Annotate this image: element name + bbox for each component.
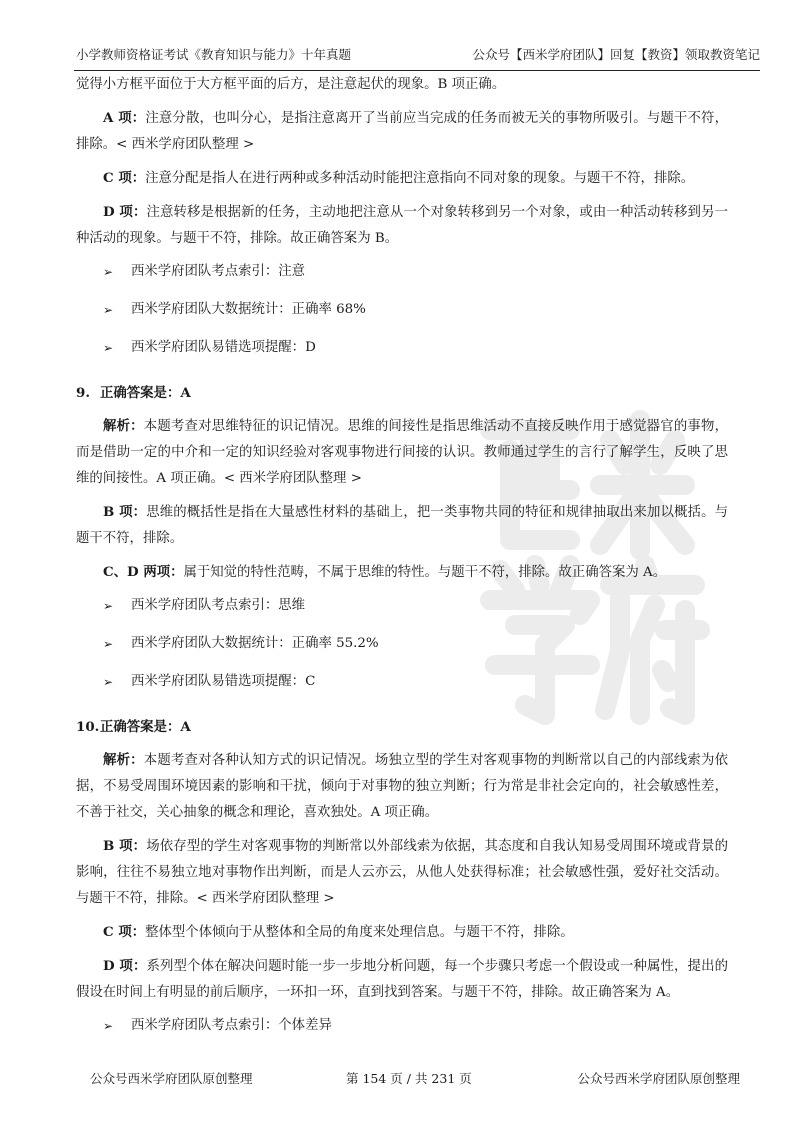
bullet-text: 西米学府团队考点索引：个体差异 [131, 1018, 332, 1033]
q8-bullet-topic [76, 259, 728, 285]
q9-bullet-topic [76, 593, 728, 619]
analysis-label: 解析： [103, 752, 144, 768]
option-text: 系列型个体在解决问题时能一步一步地分析问题，每一个步骤只考虑一个假设或一种属性，提出的假设在时间上有明显的前后顺序，一环扣一环，直到找到答案。与题干不符，排除。故正确答案为 A。 [76, 959, 728, 1000]
q8-bullet-stats [76, 297, 728, 323]
option-label: B 项： [103, 838, 147, 854]
option-text: 注意分散，也叫分心，是指注意离开了当前应当完成的任务而被无关的事物所吸引。与题干不符，排除。< 西米学府团队整理 > [76, 111, 728, 152]
page-number: 第 154 页 / 共 231 页 [346, 1071, 472, 1086]
page-footer [74, 1067, 760, 1091]
q8-option-a-analysis [76, 105, 728, 158]
option-label: B 项： [103, 504, 147, 520]
q9-option-cd-analysis [76, 559, 728, 586]
page-content [76, 72, 728, 1051]
option-label: C 项： [103, 924, 146, 940]
option-label: A 项： [103, 110, 146, 126]
q9-option-b-analysis [76, 499, 728, 552]
header-promo-text: 公众号【西米学府团队】回复【教资】领取教资笔记 [472, 47, 760, 62]
question-number: 10. [76, 719, 100, 735]
q8-continuation: 觉得小方框平面位于大方框平面的后方，是注意起伏的现象。B 项正确。 [76, 77, 506, 92]
q10-answer-heading [76, 714, 728, 740]
q10-analysis [76, 747, 728, 826]
q9-bullet-stats [76, 631, 728, 657]
footer-source-left: 公众号西米学府团队原创整理 [90, 1071, 253, 1086]
arrow-bullet-icon: ➢ [103, 341, 114, 355]
q8-option-c-analysis [76, 165, 728, 192]
option-label: D 项： [103, 958, 147, 974]
arrow-bullet-icon: ➢ [103, 1019, 114, 1033]
option-label: D 项： [103, 204, 147, 220]
option-text: 注意转移是根据新的任务，主动地把注意从一个对象转移到另一个对象，或由一种活动转移到另一种活动的现象。与题干不符，排除。故正确答案为 B。 [76, 205, 728, 246]
analysis-text: 本题考查对思维特征的识记情况。思维的间接性是指思维活动不直接反映作用于感觉器官的事物，而是借助一定的中介和一定的知识经验对客观事物进行间接的认识。教师通过学生的言行了解学生，反映了思维的间接性。A 项正确。< 西米学府团队整理 > [76, 419, 729, 486]
q9-analysis [76, 413, 728, 492]
arrow-bullet-icon: ➢ [103, 637, 114, 651]
bullet-text: 西米学府团队大数据统计：正确率 68% [131, 302, 366, 317]
q10-option-b-analysis [76, 833, 728, 912]
answer-text: 正确答案是：A [100, 719, 191, 735]
page-header [74, 40, 760, 71]
bullet-text: 西米学府团队易错选项提醒：C [131, 674, 316, 689]
option-text: 思维的概括性是指在大量感性材料的基础上，把一类事物共同的特征和规律抽取出来加以概括。与题干不符，排除。 [76, 505, 729, 546]
option-label: C 项： [103, 170, 146, 186]
analysis-label: 解析： [103, 418, 144, 434]
analysis-text: 本题考查对各种认知方式的识记情况。场独立型的学生对客观事物的判断常以自己的内部线索为依据，不易受周围环境因素的影响和干扰，倾向于对事物的独立判断；行为常是非社会定向的，社会敏感性差，不善于社交，关心抽象的概念和理论，喜欢独处。A 项正确。 [76, 753, 729, 820]
q10-option-d-analysis [76, 953, 728, 1006]
option-text: 属于知觉的特性范畴，不属于思维的特性。与题干不符，排除。故正确答案为 A。 [183, 565, 667, 580]
bullet-text: 西米学府团队考点索引：注意 [131, 264, 306, 279]
bullet-text: 西米学府团队易错选项提醒：D [131, 340, 316, 355]
option-text: 整体型个体倾向于从整体和全局的角度来处理信息。与题干不符，排除。 [145, 925, 574, 940]
q10-option-c-analysis [76, 919, 728, 946]
q9-bullet-mistake [76, 669, 728, 695]
bullet-text: 西米学府团队大数据统计：正确率 55.2% [131, 636, 379, 651]
option-text: 场依存型的学生对客观事物的判断常以外部线索为依据，其态度和自我认知易受周围环境或背景的影响，往往不易独立地对事物作出判断，而是人云亦云，从他人处获得标准；社会敏感性强，爱好社交活动。与题干不符，排除。< 西米学府团队整理 > [76, 839, 729, 906]
q8-bullet-mistake [76, 335, 728, 361]
question-number: 9. [76, 385, 90, 401]
q9-answer-heading [76, 380, 728, 406]
option-text: 注意分配是指人在进行两种或多种活动时能把注意指向不同对象的现象。与题干不符，排除。 [145, 171, 695, 186]
footer-source-right: 公众号西米学府团队原创整理 [577, 1071, 740, 1086]
header-book-title: 小学教师资格证考试《教育知识与能力》十年真题 [76, 47, 352, 62]
arrow-bullet-icon: ➢ [103, 675, 114, 689]
arrow-bullet-icon: ➢ [103, 265, 114, 279]
bullet-text: 西米学府团队考点索引：思维 [131, 598, 306, 613]
q8-option-d-analysis [76, 199, 728, 252]
answer-text: 正确答案是：A [100, 385, 191, 401]
q10-bullet-topic [76, 1013, 728, 1039]
arrow-bullet-icon: ➢ [103, 303, 114, 317]
option-label: C、D 两项： [103, 564, 184, 580]
arrow-bullet-icon: ➢ [103, 599, 114, 613]
